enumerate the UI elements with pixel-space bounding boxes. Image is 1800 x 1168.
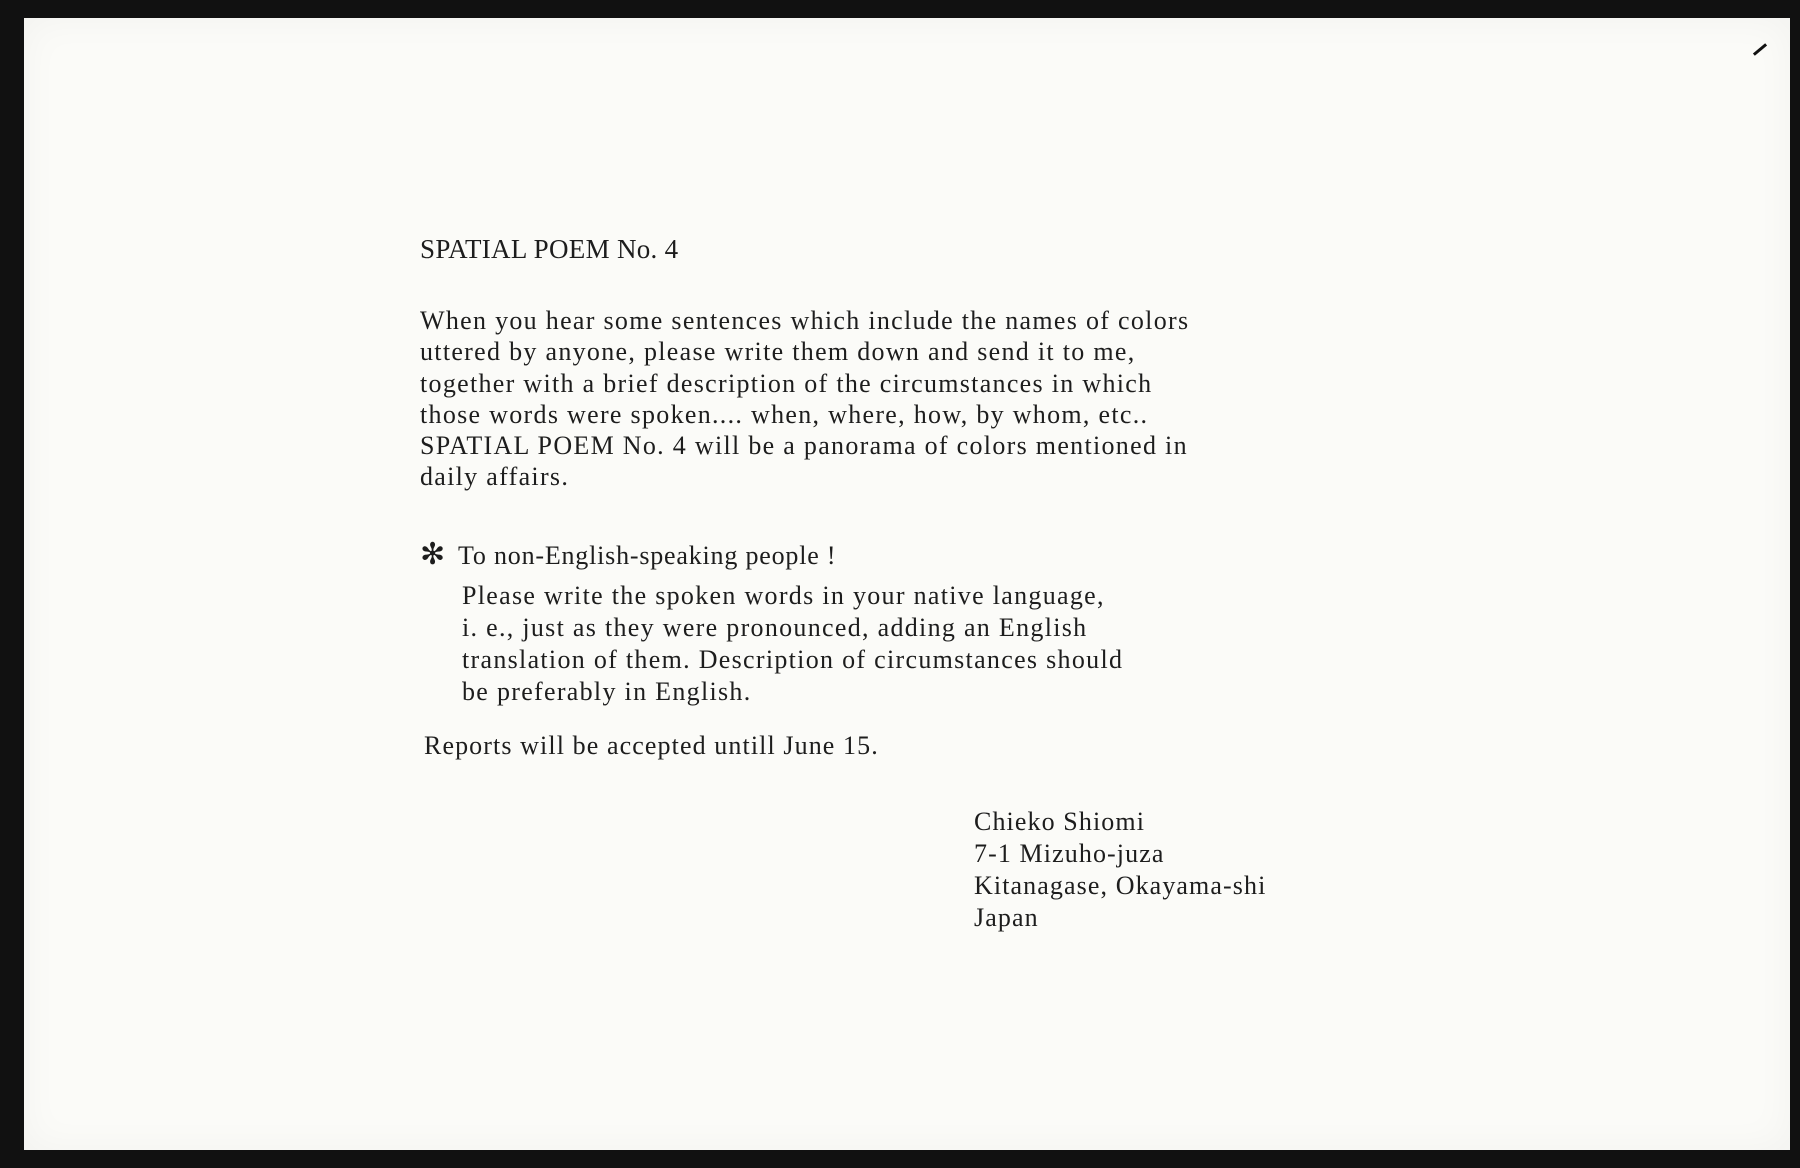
intro-line: SPATIAL POEM No. 4 will be a panorama of colors mentioned in [420, 431, 1188, 461]
intro-line: uttered by anyone, please write them down and send it to me, [420, 337, 1136, 367]
intro-line: daily affairs. [420, 462, 570, 492]
note-line: Please write the spoken words in your native language, [462, 581, 1105, 610]
address-city: Kitanagase, Okayama-shi [974, 871, 1267, 900]
note-line: be preferably in English. [462, 677, 752, 706]
address-street: 7-1 Mizuho-juza [974, 839, 1165, 868]
address-country: Japan [974, 903, 1039, 932]
corner-mark [1753, 43, 1767, 56]
address-name: Chieko Shiomi [974, 807, 1146, 836]
intro-line: When you hear some sentences which include the names of colors [420, 306, 1190, 335]
note-body [462, 580, 1123, 708]
note-line: i. e., just as they were pronounced, adding an English [462, 613, 1088, 642]
intro-paragraph [420, 305, 1189, 493]
asterisk-icon: ✻ [420, 538, 446, 571]
address-block [974, 806, 1266, 934]
document-title: SPATIAL POEM No. 4 [420, 234, 679, 264]
note-heading-text: To non-English-speaking people ! [458, 541, 837, 570]
note-heading [420, 537, 836, 572]
note-line: translation of them. Description of circumstances should [462, 645, 1124, 674]
deadline-text: Reports will be accepted untill June 15. [424, 731, 879, 760]
intro-line: those words were spoken.... when, where, how, by whom, etc.. [420, 399, 1149, 429]
intro-line: together with a brief description of the circumstances in which [420, 368, 1153, 398]
